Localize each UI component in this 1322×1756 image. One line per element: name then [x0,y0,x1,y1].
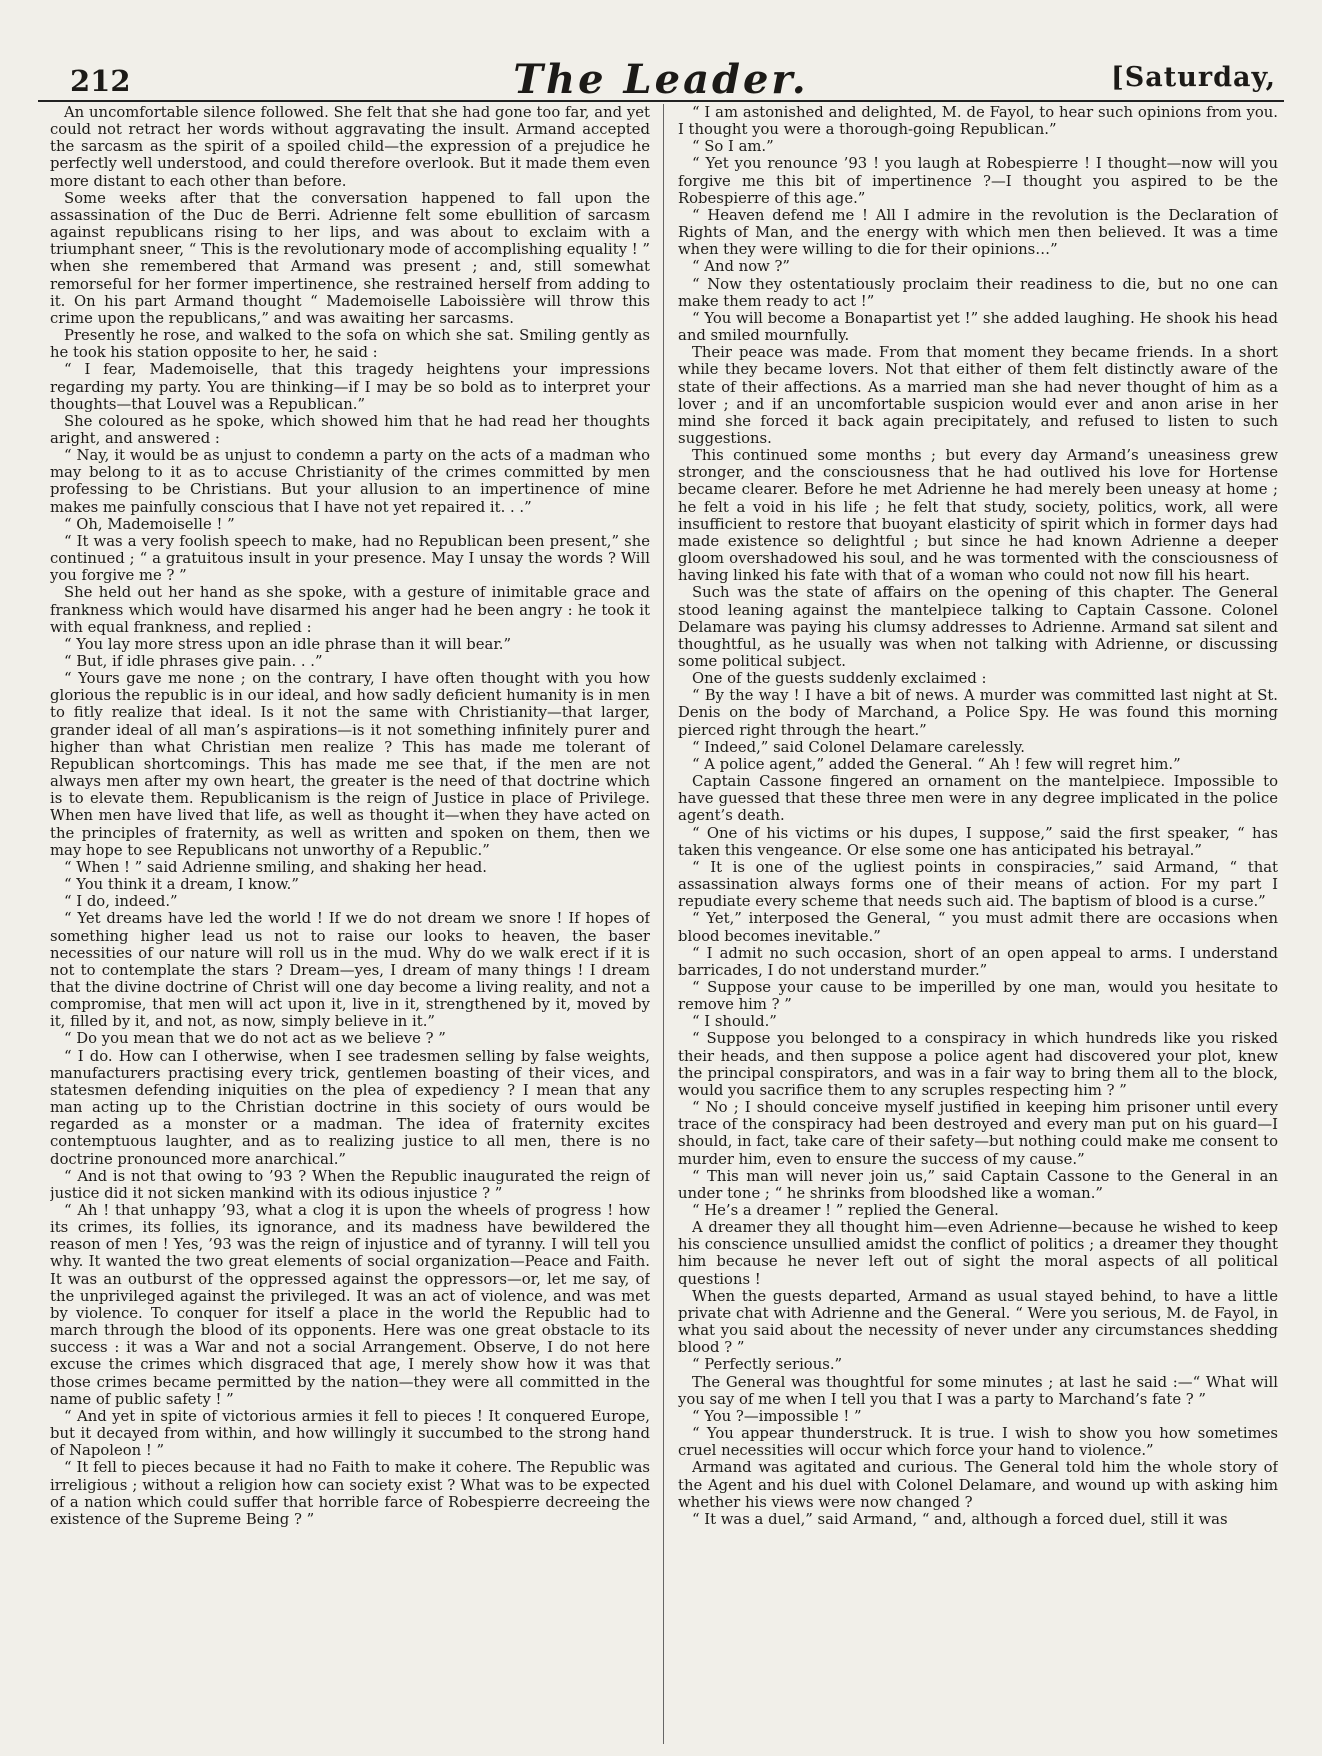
paragraph: “ It is one of the ugliest points in conspiracies,” said Armand, “ that assassination always forms one of their means of action. For my part I repudiate every scheme that needs such aid. The baptism of blood is a curse.” [678,858,1278,911]
paragraph: The General was thoughtful for some minutes ; at last he said :—“ What will you say of me when I tell you that I was a party to Marchand’s fate ? ” [678,1373,1278,1408]
paragraph: “ But, if idle phrases give pain. . .” [64,653,323,670]
paragraph: “ Suppose you belonged to a conspiracy in which hundreds like you risked their heads, and then suppose a police agent had discovered your plot, knew the principal conspirators, and was in a fair way to bring them all to the block, would you sacrifice them to any scruples respecting him ? ” [678,1030,1278,1099]
left-column [50,104,650,1744]
paragraph: “ It was a very foolish speech to make, had no Republican been present,” she continued ; “ a gratuitous insult in your presence. May I unsay the words ? Will you forgive me ? ” [50,532,650,585]
paragraph: “ Yours gave me none ; on the contrary, I have often thought with you how glorious the republic is in our ideal, and how sadly deficient humanity is in men to fitly realize that ideal. Is it not the same with Christianity—that larger, grander ideal of all man’s aspirations—is it not something infinitely purer and higher than what Christian men realize ? This has made me tolerant of Republican shortcomings. This has made me see that, if the men are not always men after my own heart, the greater is the need of that doctrine which is to elevate them. Republicanism is the reign of Justice in place of Privilege. When men have lived that life, as well as thought it—when they have acted on the principles of fraternity, as well as written and spoken on them, then we may hope to see Republicans not unworthy of a Republic.” [50,670,650,859]
paragraph: “ It was a duel,” said Armand, “ and, although a forced duel, still it was [692,1510,1228,1528]
paragraph: “ A police agent,” added the General. “ Ah ! few will regret him.” [692,755,1181,773]
paragraph: Armand was agitated and curious. The General told him the whole story of the Agent and his duel with Colonel Delamare, and wound up with asking him whether his views were now changed ? [678,1459,1278,1511]
paragraph: “ I do. How can I otherwise, when I see tradesmen selling by false weights, manufacturers practising every trick, gentlemen boasting of their vices, and statesmen defending iniquities on the plea of expediency ? I mean that any man acting up to the Christian doctrine in this society of ours would be regarded as a monster or a madman. The idea of fraternity excites contemptuous laughter, and as to realizing justice to all men, there is no doctrine pronounced more anarchical.” [50,1047,650,1168]
paragraph: “ This man will never join us,” said Captain Cassone to the General in an under tone ; “ he shrinks from bloodshed like a woman.” [678,1167,1278,1202]
paragraph: This continued some months ; but every day Armand’s uneasiness grew stronger, and the consciousness that he had outlived his love for Hortense became clearer. Before he met Adrienne he had merely been uneasy at home ; he felt a void in his life ; he felt that study, society, politics, work, all were insufficient to restore that buoyant elasticity of spirit which in former days had made existence so delightful ; but since he had known Adrienne a deeper gloom overshadowed his soul, and he was tormented with the consciousness of having linked his fate with that of a woman who could not now fill his heart. [678,447,1278,585]
paragraph: “ And yet in spite of victorious armies it fell to pieces ! It conquered Europe, but it decayed from within, and how willingly it succumbed to the strong hand of Napoleon ! ” [50,1407,650,1460]
paragraph: Their peace was made. From that moment they became friends. In a short while they became lovers. Not that either of them felt distinctly aware of the state of their affections. As a married man she had never thought of him as a lover ; and if an uncomfortable suspicion would ever and anon arise in her mind she forced it back again precipitately, and refused to listen to such suggestions. [678,344,1278,447]
page-header [38,52,1284,102]
paragraph: “ Perfectly serious.” [692,1356,843,1374]
paragraph: “ You ?—impossible ! ” [692,1407,862,1425]
page-number: 212 [70,64,131,98]
paragraph: “ He’s a dreamer ! ” replied the General. [692,1202,999,1219]
paragraph: “ I admit no such occasion, short of an open appeal to arms. I understand barricades, I do not understand murder.” [678,944,1278,979]
column-divider [663,104,664,1744]
paragraph: “ Heaven defend me ! All I admire in the revolution is the Declaration of Rights of Man, and the energy with which men then believed. It was a time when they were willing to die for their opinions…” [678,206,1278,259]
paragraph: “ I am astonished and delighted, M. de Fayol, to hear such opinions from you. I thought you were a thorough-going Republican.” [678,104,1278,139]
paragraph: “ Oh, Mademoiselle ! ” [64,515,235,533]
paragraph: “ Ah ! that unhappy ’93, what a clog it is upon the wheels of progress ! how its crimes, its follies, its ignorance, and its madness have bewildered the reason of men ! Yes, ’93 was the reign of injustice and of tyranny. I will tell you why. It wanted the two great elements of social organization—Peace and Faith. It was an outburst of the oppressed against the oppressors—or, let me say, of the unprivileged against the privileged. It was an act of violence, and was met by violence. To conquer for itself a place in the world the Republic had to march through the blood of its opponents. Here was one great obstacle to its success : it was a War and not a social Arrangement. Observe, I do not here excuse the crimes which disgraced that age, I merely show how it was that those crimes became permitted by the nation—they were all committed in the name of public safety ! ” [50,1202,650,1408]
paragraph: “ It fell to pieces because it had no Faith to make it cohere. The Republic was irreligious ; without a religion how can society exist ? What was to be expected of a nation which could suffer that horrible farce of Robespierre decreeing the existence of the Supreme Being ? ” [50,1459,650,1528]
paragraph: “ Indeed,” said Colonel Delamare carelessly. [692,738,1025,756]
paragraph: “ I should.” [692,1013,777,1031]
paragraph: “ Yet dreams have led the world ! If we do not dream we snore ! If hopes of something higher lead us not to raise our looks to heaven, the baser necessities of our nature will roll us in the mud. Why do we walk erect if it is not to contemplate the stars ? Dream—yes, I dream of many things ! I dream that the divine doctrine of Christ will one day become a living reality, and not a compromise, that men will act upon it, live in it, strengthened by it, moved by it, filled by it, and not, as now, simply believe in it.” [50,910,650,1031]
paragraph: “ I do, indeed.” [64,893,178,911]
paragraph: “ Yet,” interposed the General, “ you must admit there are occasions when blood becomes inevitable.” [678,910,1278,945]
paragraph: “ You appear thunderstruck. It is true. I wish to show you how sometimes cruel necessities will occur which force your hand to violence.” [678,1425,1278,1460]
paragraph: “ Suppose your cause to be imperilled by one man, would you hesitate to remove him ? ” [678,978,1278,1014]
newspaper-title: The Leader. [513,56,809,103]
paragraph: “ You think it a dream, I know.” [64,876,299,894]
header-day: [Saturday, [1111,62,1276,93]
paragraph: “ And is not that owing to ’93 ? When the Republic inaugurated the reign of justice did it not sicken mankind with its odious injustice ? ” [50,1167,650,1202]
paragraph: Captain Cassone fingered an ornament on the mantelpiece. Impossible to have guessed that these three men were in any degree implicated in the police agent’s death. [678,773,1278,825]
paragraph: Some weeks after that the conversation happened to fall upon the assassination of the Duc de Berri. Adrienne felt some ebullition of sarcasm against republicans rising to her lips, and was about to exclaim with a triumphant sneer, “ This is the revolutionary mode of accomplishing equality ! ” when she remembered that Armand was present ; and, still somewhat remorseful for her former impertinence, she restrained herself from adding to it. On his part Armand thought “ Mademoiselle Laboissière will throw this crime upon the republicans,” and was awaiting her sarcasms. [50,189,650,327]
paragraph: “ When ! ” said Adrienne smiling, and shaking her head. [64,858,487,876]
paragraph: She coloured as he spoke, which showed him that he had read her thoughts aright, and answered : [50,412,650,447]
paragraph: Such was the state of affairs on the opening of this chapter. The General stood leaning against the mantelpiece talking to Captain Cassone. Colonel Delamare was paying his clumsy addresses to Adrienne. Armand sat silent and thoughtful, as he usually was when not talking with Adrienne, or discussing some political subject. [678,584,1278,670]
paragraph: “ Yet you renounce ’93 ! you laugh at Robespierre ! I thought—now will you forgive me this bit of impertinence ?—I thought you aspired to be the Robespierre of this age.” [678,155,1278,207]
paragraph: A dreamer they all thought him—even Adrienne—because he wished to keep his conscience unsullied amidst the conflict of politics ; a dreamer they thought him because he never left out of sight the moral aspects of all political questions ! [678,1219,1278,1288]
paragraph: “ I fear, Mademoiselle, that this tragedy heightens your impressions regarding my party. You are thinking—if I may be so bold as to interpret your thoughts—that Louvel was a Republican.” [50,361,650,413]
right-column [678,104,1278,1744]
paragraph: “ By the way ! I have a bit of news. A murder was committed last night at St. Denis on the body of Marchand, a Police Spy. He was found this morning pierced right through the heart.” [678,687,1278,739]
paragraph: “ You will become a Bonapartist yet !” she added laughing. He shook his head and smiled mournfully. [678,309,1278,345]
paragraph: “ And now ?” [692,258,790,276]
paragraph: An uncomfortable silence followed. She felt that she had gone too far, and yet could not retract her words without aggravating the insult. Armand accepted the sarcasm as the spirit of a spoiled child—the expression of a prejudice he perfectly well understood, and could therefore overlook. But it made them even more distant to each other than before. [50,104,650,190]
paragraph: “ One of his victims or his dupes, I suppose,” said the first speaker, “ has taken this vengeance. Or else some one has anticipated his betrayal.” [678,824,1278,859]
paragraph: “ Nay, it would be as unjust to condemn a party on the acts of a madman who may belong to it as to accuse Christianity of the crimes committed by men professing to be Christians. But your allusion to an impertinence of mine makes me painfully conscious that I have not yet repaired it. . .” [50,447,650,516]
paragraph: “ Now they ostentatiously proclaim their readiness to die, but no one can make them ready to act !” [678,275,1278,310]
paragraph: She held out her hand as she spoke, with a gesture of inimitable grace and frankness which would have disarmed his anger had he been angry : he took it with equal frankness, and replied : [50,584,650,636]
paragraph: “ No ; I should conceive myself justified in keeping him prisoner until every trace of the conspiracy had been destroyed and every man put on his guard—I should, in fact, take care of their safety—but nothing could make me consent to murder him, even to ensure the success of my cause.” [678,1099,1278,1168]
paragraph: One of the guests suddenly exclaimed : [692,670,987,688]
paragraph: When the guests departed, Armand as usual stayed behind, to have a little private chat with Adrienne and the General. “ Were you serious, M. de Fayol, in what you said about the necessity of never under any circumstances shedding blood ? ” [678,1287,1278,1357]
paragraph: “ So I am.” [692,138,774,156]
paragraph: “ Do you mean that we do not act as we believe ? ” [64,1030,446,1048]
paragraph: Presently he rose, and walked to the sofa on which she sat. Smiling gently as he took his station opposite to her, he said : [50,327,650,362]
paragraph: “ You lay more stress upon an idle phrase than it will bear.” [64,635,512,653]
